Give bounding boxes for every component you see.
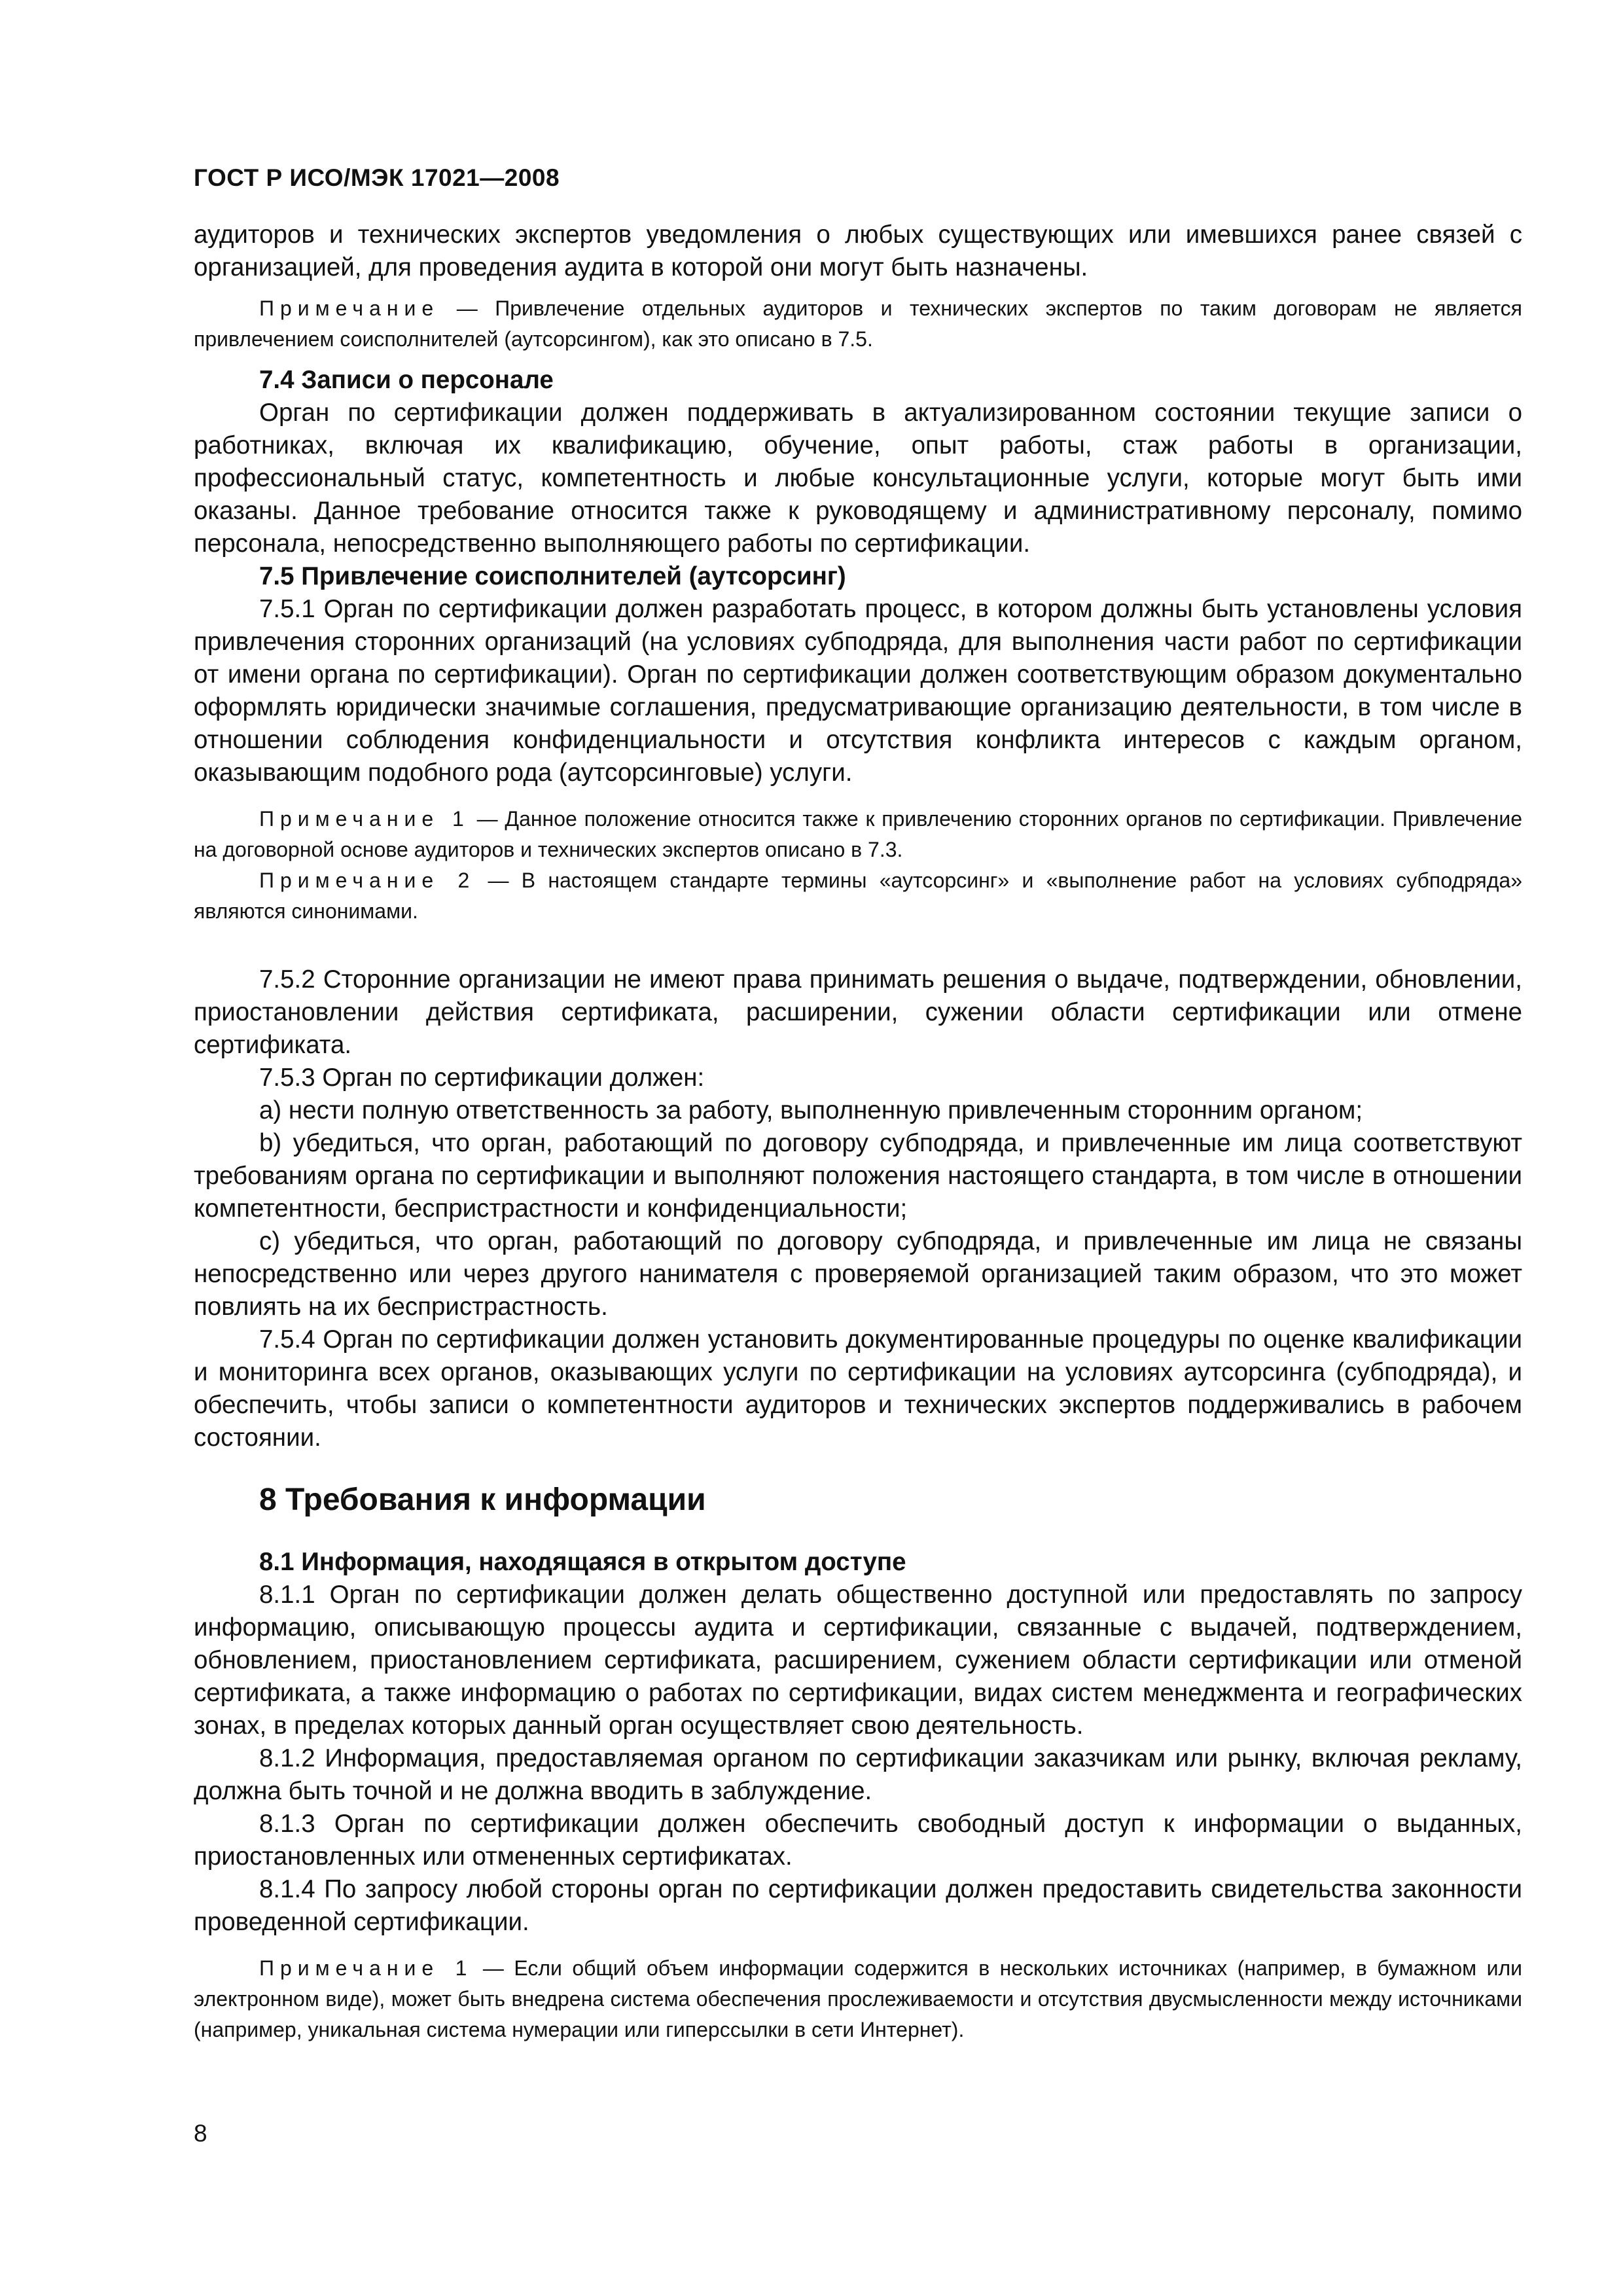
note — [194, 804, 1522, 865]
section-heading-7-5: 7.5 Привлечение соисполнителей (аутсорсинг) — [259, 562, 846, 590]
paragraph-7-5-4: 7.5.4 Орган по сертификации должен установить документированные процедуры по оценке квалификации и мониторинга всех органов, оказывающих услуги по сертификации на условиях аутсорсинга (субподряда), и обеспечить, чтобы записи о компетентности аудиторов и технических экспертов поддерживались в рабочем состоянии. — [194, 1325, 1522, 1452]
paragraph-7-5-3: 7.5.3 Орган по сертификации должен: — [259, 1064, 705, 1092]
section-heading-8: 8 Требования к информации — [259, 1482, 706, 1517]
document-page — [194, 164, 1522, 2045]
note-label: Примечание 1 — [259, 1956, 473, 1980]
section-heading-8-1: 8.1 Информация, находящаяся в открытом доступе — [259, 1548, 906, 1576]
note-text: — Привлечение отдельных аудиторов и технических экспертов по таким договорам не является привлечением соисполнителей (аутсорсингом), как это описано в 7.5. — [194, 296, 1522, 351]
paragraph-8-1-1: 8.1.1 Орган по сертификации должен делать общественно доступной или предоставлять по запросу информацию, описывающую процессы аудита и сертификации, связанные с выдачей, подтверждением, обновлением, приостановлением сертификата, расширением, сужением области сертификации или отменой сертификата, а также информацию о работах по сертификации, видах систем менеджмента и географических зонах, в пределах которых данный орган осуществляет свою деятельность. — [194, 1581, 1522, 1740]
note-label: Примечание 2 — [259, 869, 476, 892]
paragraph-7-5-1: 7.5.1 Орган по сертификации должен разработать процесс, в котором должны быть установлены условия привлечения сторонних организаций (на условиях субподряда, для выполнения части работ по сертификации от имени органа по сертификации). Орган по сертификации должен соответствующим образом документально оформлять юридически значимые соглашения, предусматривающие организацию деятельности, в том числе в отношении соблюдения конфиденциальности и отсутствия конфликта интересов с каждым органом, оказывающим подобного рода (аутсорсинговые) услуги. — [194, 595, 1522, 787]
paragraph-8-1-3: 8.1.3 Орган по сертификации должен обеспечить свободный доступ к информации о выданных, приостановленных или отмененных сертификатах. — [194, 1810, 1522, 1871]
note-text: — Данное положение относится также к привлечению сторонних органов по сертификации. Привлечение на договорной основе аудиторов и технических экспертов описано в 7.3. — [194, 807, 1523, 861]
paragraph-8-1-4: 8.1.4 По запросу любой стороны орган по сертификации должен предоставить свидетельства законности проведенной сертификации. — [194, 1875, 1522, 1936]
paragraph: аудиторов и технических экспертов уведомления о любых существующих или имевшихся ранее связей с организацией, для проведения аудита в которой они могут быть назначены. — [194, 221, 1522, 281]
note-text: — В настоящем стандарте термины «аутсорсинг» и «выполнение работ на условиях субподряда» являются синонимами. — [194, 869, 1523, 923]
note — [194, 865, 1522, 927]
paragraph-8-1-2: 8.1.2 Информация, предоставляемая органом по сертификации заказчикам или рынку, включая рекламу, должна быть точной и не должна вводить в заблуждение. — [194, 1744, 1522, 1805]
note — [194, 1953, 1522, 2045]
note-label: Примечание 1 — [259, 807, 470, 831]
list-item-c: c) убедиться, что орган, работающий по договору субподряда, и привлеченные им лица не связаны непосредственно или через другого нанимателя с проверяемой организацией таким образом, что это может повлиять на их беспристрастность. — [194, 1227, 1522, 1321]
document-header: ГОСТ Р ИСО/МЭК 17021—2008 — [194, 164, 560, 191]
paragraph: Орган по сертификации должен поддерживать в актуализированном состоянии текущие записи о работниках, включая их квалификацию, обучение, опыт работы, стаж работы в организации, профессиональный статус, компетентность и любые консультационные услуги, которые могут быть ими оказаны. Данное требование относится также к руководящему и административному персоналу, помимо персонала, непосредственно выполняющего работы по сертификации. — [194, 399, 1522, 558]
paragraph-7-5-2: 7.5.2 Сторонние организации не имеют права принимать решения о выдаче, подтверждении, обновлении, приостановлении действия сертификата, расширении, сужении области сертификации или отмене сертификата. — [194, 965, 1522, 1059]
list-item-b: b) убедиться, что орган, работающий по договору субподряда, и привлеченные им лица соответствуют требованиям органа по сертификации и выполняют положения настоящего стандарта, в том числе в отношении компетентности, беспристрастности и конфиденциальности; — [194, 1129, 1522, 1223]
note-text: — Если общий объем информации содержится в нескольких источниках (например, в бумажном или электронном виде), может быть внедрена система обеспечения прослеживаемости и отсутствия двусмысленности между источниками (например, уникальная система нумерации или гиперссылки в сети Интернет). — [194, 1956, 1523, 2041]
section-heading-7-4: 7.4 Записи о персонале — [259, 366, 554, 394]
note-label: Примечание — [259, 296, 440, 320]
note — [194, 293, 1522, 355]
list-item-a: a) нести полную ответственность за работу, выполненную привлеченным сторонним органом; — [259, 1096, 1363, 1124]
page-number: 8 — [194, 2120, 207, 2147]
